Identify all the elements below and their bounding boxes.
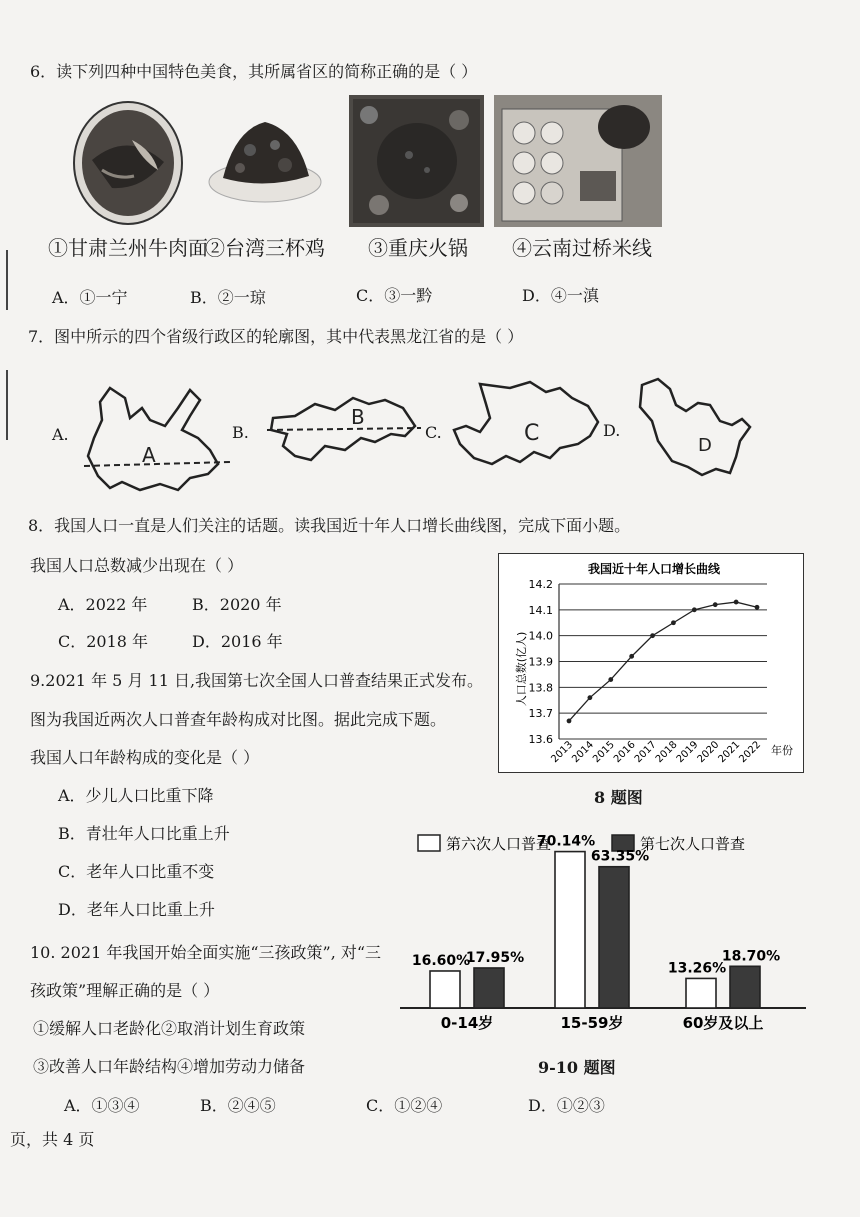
food-image-hotpot — [349, 95, 484, 227]
q6-option-c: C．③一黔 — [356, 286, 433, 305]
bar-chart-bar — [555, 852, 585, 1008]
q10-stem-line1: 10. 2021 年我国开始全面实施“三孩政策”, 对“三 — [30, 943, 382, 962]
province-label-a: A — [142, 443, 156, 467]
q10-option-a: A．①③④ — [64, 1096, 140, 1115]
bar-chart-bar — [430, 971, 460, 1008]
line-chart-point — [608, 677, 613, 682]
food-image-beef-noodle — [72, 100, 184, 226]
line-chart-point — [567, 719, 572, 724]
line-chart-xtick: 2019 — [674, 739, 701, 766]
line-chart-xtick: 2013 — [549, 739, 576, 766]
q6-stem: 6．读下列四种中国特色美食，其所属省区的简称正确的是（ ） — [30, 62, 478, 81]
province-outline-b — [265, 390, 425, 470]
line-chart-ytick: 13.7 — [528, 707, 553, 721]
q8-option-b: B．2020 年 — [192, 595, 282, 614]
line-chart-ytick: 13.9 — [528, 655, 553, 669]
food-image-rice-noodle — [494, 95, 662, 227]
q8-figure-label: 8 题图 — [594, 788, 643, 807]
bar-chart-bar — [730, 966, 760, 1008]
line-chart-ytick: 14.1 — [528, 603, 553, 617]
q10-option-b: B．②④⑤ — [200, 1096, 276, 1115]
population-line-chart — [498, 553, 804, 773]
line-chart-point — [713, 602, 718, 607]
line-chart-xtick: 2014 — [570, 739, 597, 766]
q9-option-b: B．青壮年人口比重上升 — [58, 824, 230, 843]
binding-mark — [6, 250, 8, 310]
bar-chart-bar — [474, 968, 504, 1008]
bar-chart-data-label: 18.70% — [721, 948, 781, 965]
q10-figure-label: 9-10 题图 — [538, 1058, 616, 1077]
line-chart-point — [692, 607, 697, 612]
line-chart-ytick: 14.0 — [528, 629, 553, 643]
q7-letter-c: C. — [425, 423, 442, 442]
food-image-three-cup-chicken — [205, 110, 325, 210]
line-chart-point — [650, 633, 655, 638]
province-label-d: D — [698, 435, 712, 456]
q10-statements-line1: ①缓解人口老龄化②取消计划生育政策 — [33, 1019, 306, 1038]
q10-option-d: D．①②③ — [528, 1096, 605, 1115]
q8-option-a: A．2022 年 — [58, 595, 148, 614]
q8-option-d: D．2016 年 — [192, 632, 283, 651]
line-chart-xtick: 2022 — [737, 739, 764, 766]
bar-chart-category-label: 0-14岁 — [440, 1014, 494, 1032]
line-chart-ytick: 13.8 — [528, 681, 553, 695]
line-chart-xlabel: 年份 — [771, 744, 793, 757]
line-chart-point — [734, 600, 739, 605]
province-outline-a — [80, 378, 235, 496]
q7-stem: 7．图中所示的四个省级行政区的轮廓图，其中代表黑龙江省的是（ ） — [28, 327, 524, 346]
bar-chart-data-label: 17.95% — [465, 949, 525, 966]
line-chart-ytick: 13.6 — [528, 733, 553, 746]
census-age-bar-chart — [398, 828, 808, 1038]
bar-chart-bar — [686, 978, 716, 1008]
q9-stem-line1: 9.2021 年 5 月 11 日,我国第七次全国人口普查结果正式发布。 — [30, 671, 484, 690]
q8-sub: 我国人口总数减少出现在（ ） — [30, 556, 244, 575]
line-chart-point — [671, 620, 676, 625]
bar-chart-bar — [599, 867, 629, 1008]
legend-label-seventh: 第七次人口普查 — [640, 835, 746, 853]
q9-sub: 我国人口年龄构成的变化是（ ） — [30, 748, 260, 767]
province-label-c: C — [524, 421, 540, 446]
q10-option-c: C．①②④ — [366, 1096, 443, 1115]
q10-statements-line2: ③改善人口年龄结构④增加劳动力储备 — [33, 1057, 306, 1076]
page-footer: 页，共 4 页 — [10, 1130, 95, 1149]
q8-stem: 8．我国人口一直是人们关注的话题。读我国近十年人口增长曲线图，完成下面小题。 — [28, 516, 631, 535]
line-chart-xtick: 2018 — [653, 739, 680, 766]
bar-chart-category-label: 60岁及以上 — [682, 1014, 764, 1032]
legend-swatch-sixth — [418, 835, 440, 851]
q9-stem-line2: 图为我国近两次人口普查年龄构成对比图。据此完成下题。 — [30, 710, 447, 729]
q9-option-c: C．老年人口比重不变 — [58, 862, 215, 881]
q10-stem-line2: 孩政策”理解正确的是（ ） — [30, 981, 220, 1000]
line-chart-point — [755, 605, 760, 610]
province-outline-d — [636, 375, 756, 481]
line-chart-xtick: 2015 — [591, 739, 617, 766]
bar-chart-data-label: 13.26% — [667, 960, 727, 977]
line-chart-xtick: 2021 — [716, 739, 743, 766]
food-caption-1: ①甘肃兰州牛肉面 — [48, 236, 208, 260]
line-chart-title: 我国近十年人口增长曲线 — [587, 562, 721, 576]
food-caption-4: ④云南过桥米线 — [512, 236, 652, 260]
bar-chart-data-label: 16.60% — [411, 952, 471, 969]
bar-chart-data-label: 63.35% — [590, 848, 650, 865]
line-chart-point — [629, 654, 634, 659]
line-chart-xtick: 2016 — [612, 739, 638, 766]
q7-letter-d: D. — [603, 421, 621, 440]
province-label-b: B — [351, 405, 365, 429]
legend-label-sixth: 第六次人口普查 — [446, 835, 552, 853]
q9-option-d: D．老年人口比重上升 — [58, 900, 215, 919]
bar-chart-category-label: 15-59岁 — [560, 1014, 624, 1032]
line-chart-xtick: 2017 — [632, 739, 659, 766]
line-chart-xtick: 2020 — [695, 739, 722, 766]
food-caption-3: ③重庆火锅 — [368, 236, 468, 260]
q7-letter-b: B. — [232, 423, 249, 442]
line-chart-ylabel: 人口总数(亿人) — [515, 631, 528, 707]
line-chart-point — [587, 695, 592, 700]
q6-option-d: D．④一滇 — [522, 286, 599, 305]
q7-letter-a: A. — [52, 425, 69, 444]
binding-mark — [6, 370, 8, 440]
q6-option-a: A．①一宁 — [52, 288, 128, 307]
q9-option-a: A．少儿人口比重下降 — [58, 786, 214, 805]
q6-option-b: B．②一琼 — [190, 288, 266, 307]
food-caption-2: ②台湾三杯鸡 — [205, 236, 325, 260]
q8-option-c: C．2018 年 — [58, 632, 149, 651]
line-chart-ytick: 14.2 — [528, 578, 553, 591]
province-outline-c — [450, 378, 605, 478]
bar-chart-data-label: 70.14% — [536, 833, 596, 850]
